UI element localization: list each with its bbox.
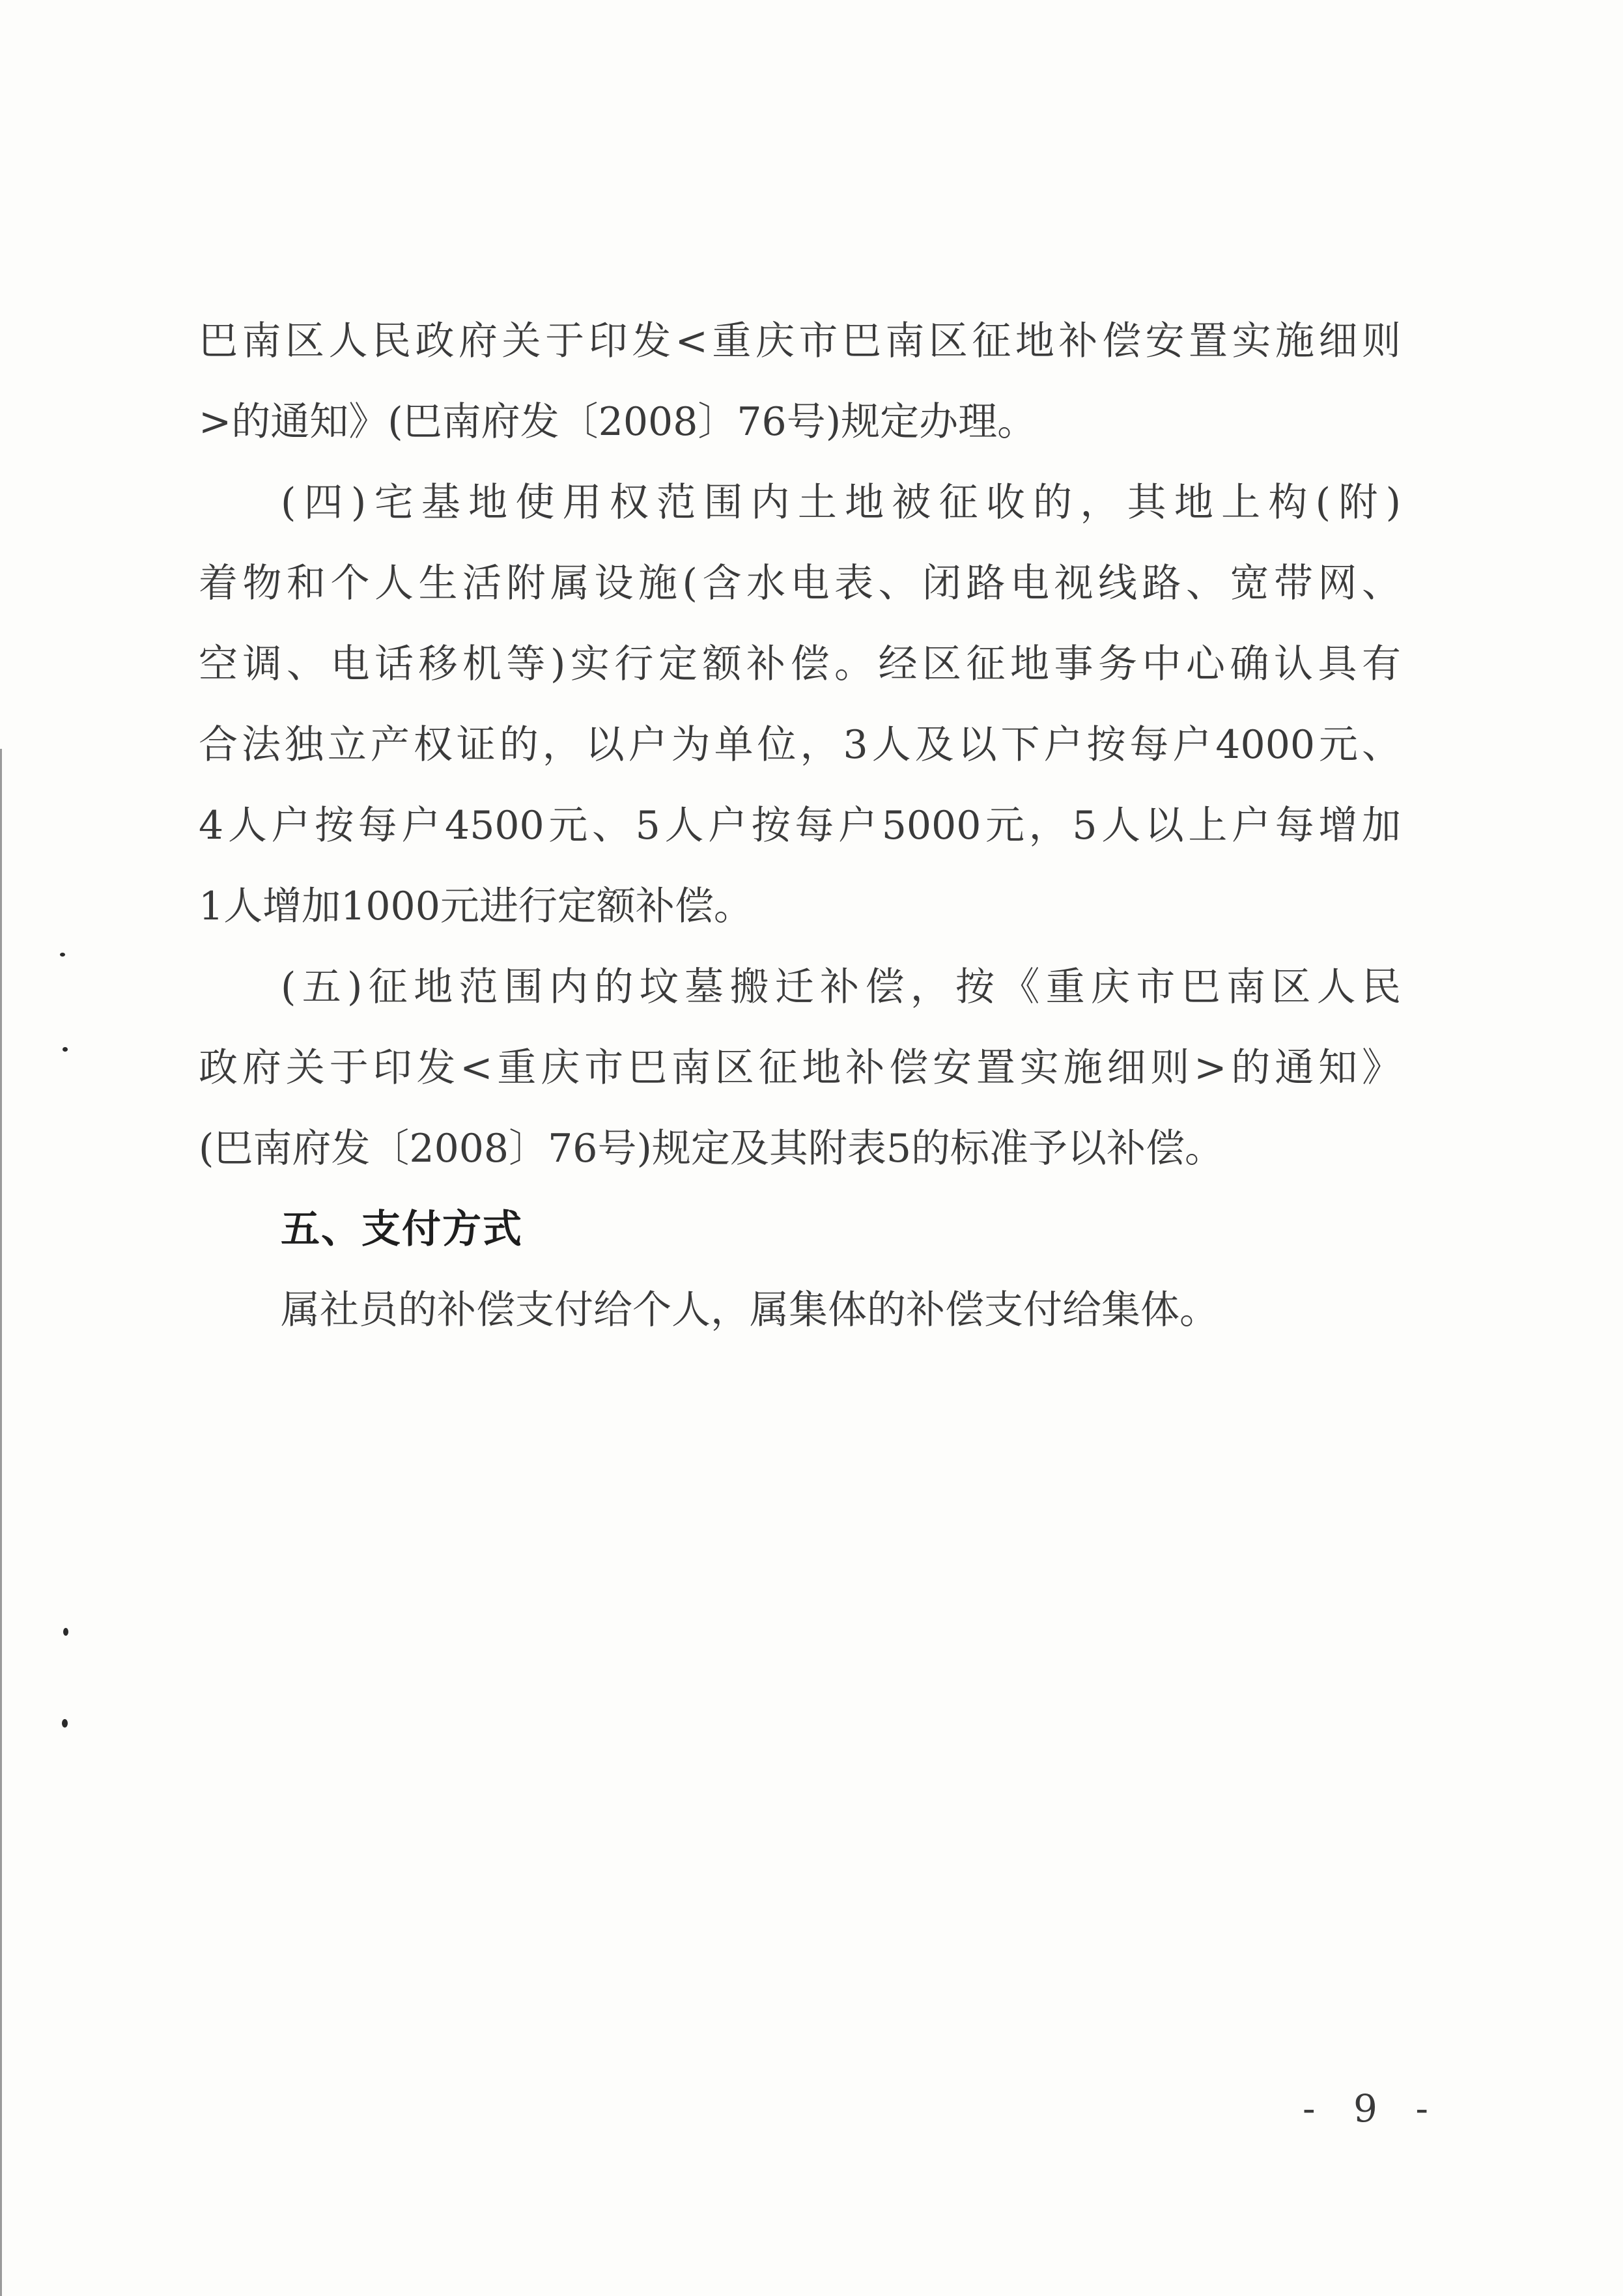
text-line: 1人增加1000元进行定额补偿。: [199, 884, 753, 929]
scan-edge-line: [0, 749, 2, 2296]
text-line: 着物和个人生活附属设施(含水电表、闭路电视线路、宽带网、: [199, 561, 1401, 606]
scan-speck: [60, 953, 65, 957]
paragraph-section-five: [199, 947, 1401, 1189]
text-line: 政府关于印发<重庆市巴南区征地补偿安置实施细则>的通知》: [199, 1045, 1401, 1091]
scan-speck: [63, 1628, 68, 1636]
text-line: (四)宅基地使用权范围内土地被征收的，其地上构(附): [281, 480, 1401, 525]
paragraph-section-four: [199, 462, 1401, 947]
page-number: - 9 -: [1303, 2086, 1441, 2131]
text-line: 空调、电话移机等)实行定额补偿。经区征地事务中心确认具有: [199, 641, 1401, 687]
scan-speck: [63, 1047, 68, 1052]
scan-speck: [62, 1719, 68, 1728]
paragraph-continuation: [199, 301, 1401, 462]
final-paragraph: 属社员的补偿支付给个人，属集体的补偿支付给集体。: [281, 1287, 1219, 1333]
text-line: 巴南区人民政府关于印发<重庆市巴南区征地补偿安置实施细则: [199, 318, 1401, 364]
text-line: (巴南府发〔2008〕76号)规定及其附表5的标准予以补偿。: [199, 1126, 1224, 1171]
section-heading: 五、支付方式: [281, 1207, 523, 1252]
text-line: 合法独立产权证的，以户为单位，3人及以下户按每户4000元、: [199, 722, 1401, 768]
text-line: >的通知》(巴南府发〔2008〕76号)规定办理。: [199, 399, 1037, 445]
text-line: 4人户按每户4500元、5人户按每户5000元，5人以上户每增加: [199, 803, 1401, 848]
text-line: (五)征地范围内的坟墓搬迁补偿，按《重庆市巴南区人民: [281, 964, 1401, 1010]
document-body: [199, 301, 1401, 1351]
